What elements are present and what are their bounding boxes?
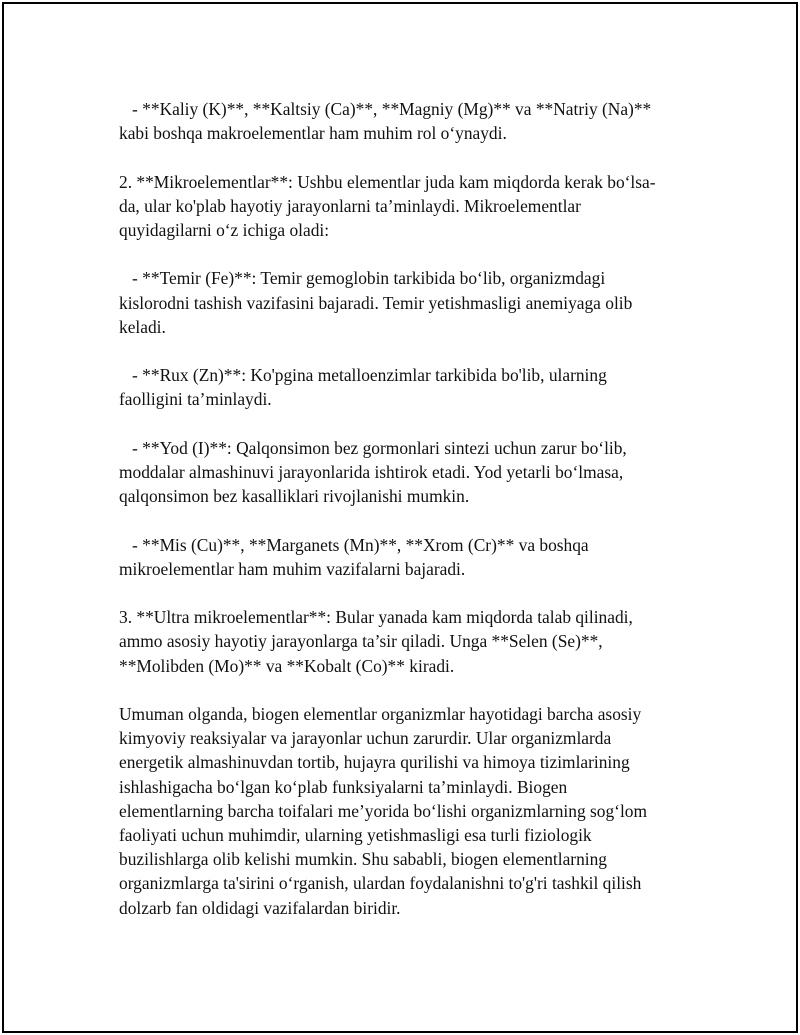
text-line: organizmlarga ta'sirini o‘rganish, ulardan foydalanishni to'g'ri tashkil qilish	[119, 873, 642, 894]
text-line: 3. **Ultra mikroelementlar**: Bular yanada kam miqdorda talab qilinadi,	[119, 607, 633, 628]
paragraph	[119, 605, 689, 678]
text-line: - **Rux (Zn)**: Ko'pgina metalloenzimlar tarkibida bo'lib, ularning	[119, 365, 607, 386]
text-line: ishlashigacha bo‘lgan ko‘plab funksiyalarni ta’minlaydi. Biogen	[119, 776, 568, 797]
text-line: **Molibden (Mo)** va **Kobalt (Co)** kiradi.	[119, 655, 455, 676]
text-line: quyidagilarni o‘z ichiga oladi:	[119, 220, 330, 240]
text-line: faolligini ta’minlaydi.	[119, 389, 272, 410]
text-line: moddalar almashinuvi jarayonlarida ishtirok etadi. Yod yetarli bo‘lmasa,	[119, 461, 624, 482]
text-line: kislorodni tashish vazifasini bajaradi. Temir yetishmasligi anemiyaga olib	[119, 292, 633, 313]
text-line: dolzarb fan oldidagi vazifalardan biridir.	[119, 897, 401, 918]
text-line: qalqonsimon bez kasalliklari rivojlanishi mumkin.	[119, 486, 470, 507]
text-line: mikroelementlar ham muhim vazifalarni bajaradi.	[119, 558, 466, 579]
paragraph	[119, 266, 689, 339]
paragraph	[119, 170, 689, 243]
document-page	[2, 2, 798, 1033]
text-line: ammo asosiy hayotiy jarayonlarga ta’sir qiladi. Unga **Selen (Se)**,	[119, 631, 603, 652]
paragraph	[119, 363, 689, 411]
paragraph	[119, 97, 689, 145]
text-line: buzilishlarga olib kelishi mumkin. Shu sababli, biogen elementlarning	[119, 849, 607, 870]
text-line: - **Yod (I)**: Qalqonsimon bez gormonlari sintezi uchun zarur bo‘lib,	[119, 437, 627, 458]
text-line: - **Mis (Cu)**, **Marganets (Mn)**, **Xrom (Cr)** va boshqa	[119, 534, 589, 555]
text-line: - **Kaliy (K)**, **Kaltsiy (Ca)**, **Magniy (Mg)** va **Natriy (Na)**	[119, 99, 652, 119]
document-text-body	[119, 97, 689, 944]
text-line: faoliyati uchun muhimdir, ularning yetishmasligi esa turli fiziologik	[119, 824, 592, 845]
text-line: kimyoviy reaksiyalar va jarayonlar uchun zarurdir. Ular organizmlarda	[119, 728, 612, 749]
text-line: keladi.	[119, 316, 166, 337]
text-line: elementlarning barcha toifalari me’yorida bo‘lishi organizmlarning sog‘lom	[119, 800, 647, 821]
text-line: Umuman olganda, biogen elementlar organizmlar hayotidagi barcha asosiy	[119, 703, 642, 724]
paragraph	[119, 702, 689, 920]
text-line: - **Temir (Fe)**: Temir gemoglobin tarkibida bo‘lib, organizmdagi	[119, 268, 606, 289]
paragraph	[119, 533, 689, 581]
text-line: energetik almashinuvdan tortib, hujayra qurilishi va himoya tizimlarining	[119, 752, 630, 773]
text-line: kabi boshqa makroelementlar ham muhim rol o‘ynaydi.	[119, 123, 507, 144]
text-line: da, ular ko'plab hayotiy jarayonlarni ta’minlaydi. Mikroelementlar	[119, 195, 581, 216]
paragraph	[119, 436, 689, 509]
text-line: 2. **Mikroelementlar**: Ushbu elementlar juda kam miqdorda kerak bo‘lsa-	[119, 171, 656, 192]
